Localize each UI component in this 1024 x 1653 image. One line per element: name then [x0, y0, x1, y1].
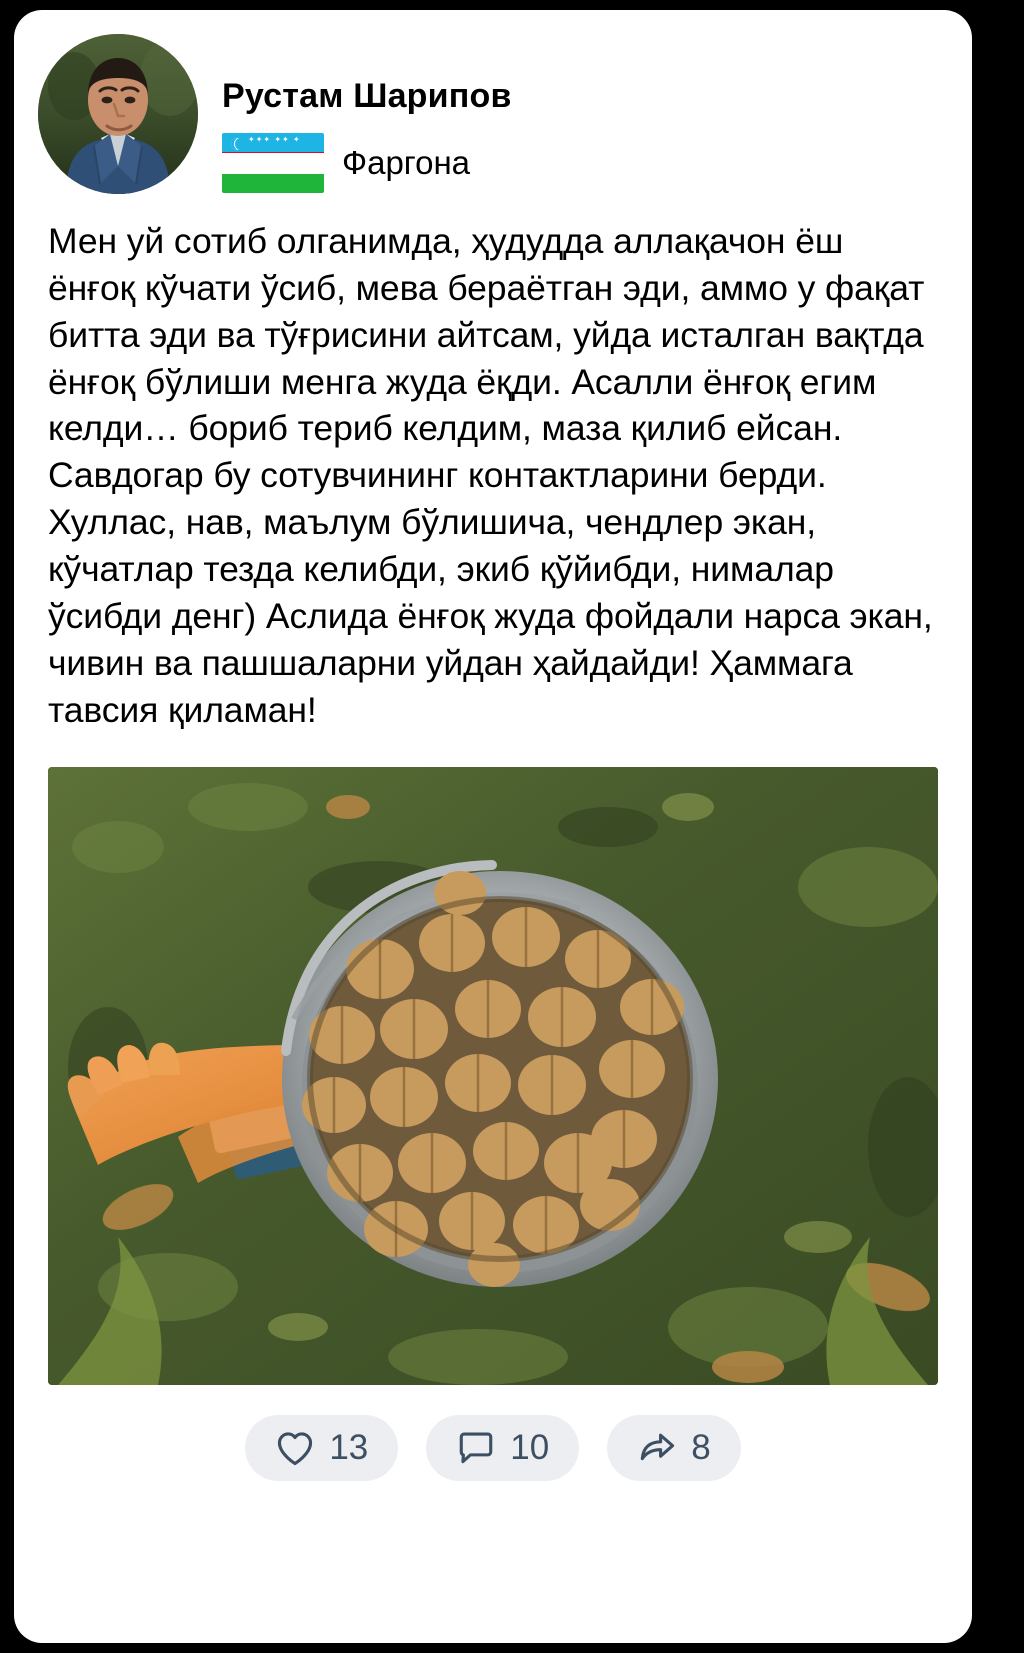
- heart-icon: [275, 1430, 315, 1466]
- share-button[interactable]: [607, 1415, 740, 1481]
- post-body-text: Мен уй сотиб олганимда, ҳудудда аллақачон ёш ёнғоқ кўчати ўсиб, мева бераётган эди, аммо у фақат битта эди ва тўғрисини айтсам, уйда исталган вақтда ёнғоқ бўлиши менга жуда ёқди. Асалли ёнғоқ егим келди… бориб териб келдим, маза қилиб ейсан. Савдогар бу сотувчининг контактларини берди. Хуллас, нав, маълум бўлишича, чендлер экан, кўчатлар тезда келибди, экиб қўйибди, нималар ўсибди денг) Аслида ёнғоқ жуда фойдали нарса экан, чивин ва пашшаларни уйдан ҳайдайди! Ҳаммага тавсия қиламан!: [48, 221, 933, 730]
- like-button[interactable]: [245, 1415, 398, 1481]
- uzbekistan-flag-icon: ✦✦✦ ✦✦ ✦: [222, 133, 324, 193]
- comment-count: 10: [510, 1428, 550, 1468]
- comment-button[interactable]: [426, 1415, 579, 1481]
- author-name[interactable]: Рустам Шарипов: [222, 77, 512, 115]
- location-row: [222, 133, 512, 193]
- comment-icon: [456, 1430, 496, 1466]
- avatar[interactable]: [38, 34, 198, 194]
- post-header: [14, 10, 972, 194]
- like-count: 13: [329, 1428, 369, 1468]
- post-actions: [14, 1415, 972, 1481]
- post-card: [14, 10, 972, 1643]
- author-identity: [222, 34, 512, 193]
- post-photo[interactable]: [48, 767, 938, 1385]
- location-label: Фаргона: [342, 144, 471, 182]
- share-count: 8: [691, 1428, 711, 1468]
- share-arrow-icon: [637, 1430, 677, 1466]
